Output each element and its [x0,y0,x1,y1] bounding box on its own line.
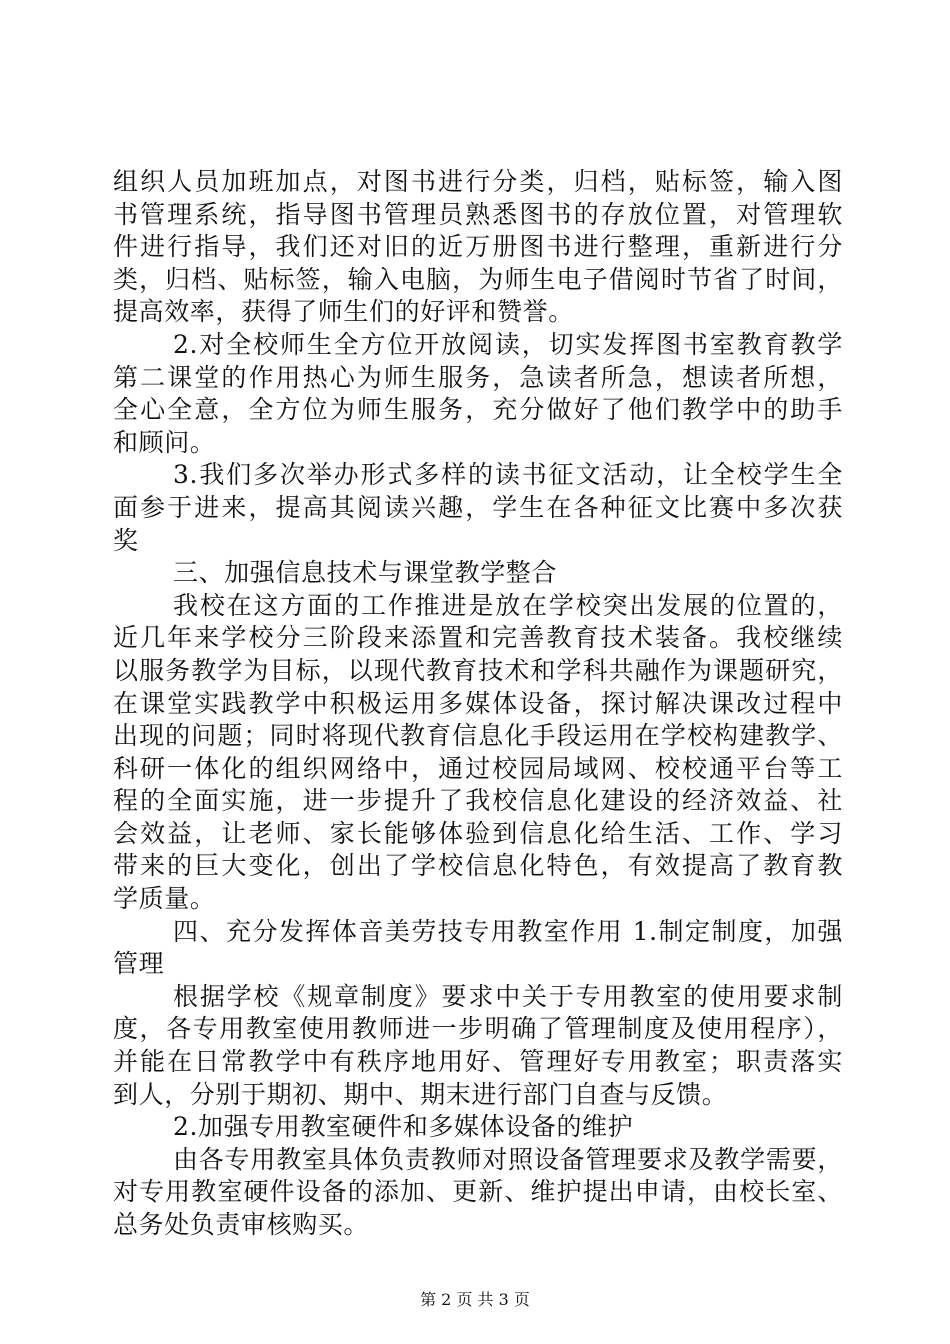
text-line: 由各专用教室具体负责教师对照设备管理要求及教学需要， [173,1144,843,1174]
text-line: 到人，分别于期初、期中、期末进行部门自查与反馈。 [113,1079,728,1109]
text-line: 并能在日常教学中有秩序地用好、管理好专用教室；职责落实 [113,1047,843,1077]
text-line: 对专用教室硬件设备的添加、更新、维护提出申请，由校长室、 [113,1177,843,1207]
text-line: 带来的巨大变化，创出了学校信息化特色，有效提高了教育教 [113,851,843,881]
text-line: 全心全意，全方位为师生服务，充分做好了他们教学中的助手 [113,395,843,425]
text-line: 2.对全校师生全方位开放阅读，切实发挥图书室教育教学 [173,329,843,359]
text-line: 度，各专用教室使用教师进一步明确了管理制度及使用程序）， [113,1014,843,1044]
text-line: 书管理系统，指导图书管理员熟悉图书的存放位置，对管理软 [113,199,843,229]
text-line: 我校在这方面的工作推进是放在学校突出发展的位置的， [173,590,843,620]
text-line: 在课堂实践教学中积极运用多媒体设备，探讨解决课改过程中 [113,688,843,718]
text-line: 和顾问。 [113,427,216,457]
text-line: 类，归档、贴标签，输入电脑，为师生电子借阅时节省了时间， [113,264,843,294]
document-body [113,166,843,1242]
page-footer: 第 2 页 共 3 页 [420,1290,530,1309]
text-line: 出现的问题；同时将现代教育信息化手段运用在学校构建教学、 [113,721,843,751]
text-line: 三、加强信息技术与课堂教学整合 [173,558,558,588]
text-line: 会效益，让老师、家长能够体验到信息化给生活、工作、学习 [113,818,843,848]
text-line: 根据学校《规章制度》要求中关于专用教室的使用要求制 [173,981,843,1011]
text-line: 组织人员加班加点，对图书进行分类，归档，贴标签，输入图 [113,167,843,196]
text-line: 以服务教学为目标，以现代教育技术和学科共融作为课题研究， [113,655,843,685]
text-line: 2.加强专用教室硬件和多媒体设备的维护 [173,1112,634,1142]
text-line: 总务处负责审核购买。 [113,1210,370,1239]
text-line: 程的全面实施，进一步提升了我校信息化建设的经济效益、社 [113,786,843,816]
text-line: 提高效率，获得了师生们的好评和赞誉。 [113,297,574,327]
text-line: 管理 [113,949,165,979]
text-line: 近几年来学校分三阶段来添置和完善教育技术装备。我校继续 [113,623,843,653]
text-line: 3.我们多次举办形式多样的读书征文活动，让全校学生全 [173,460,843,490]
text-line: 第二课堂的作用热心为师生服务，急读者所急，想读者所想， [113,362,843,392]
text-line: 件进行指导，我们还对旧的近万册图书进行整理，重新进行分 [113,232,843,262]
text-line: 面参于进来，提高其阅读兴趣，学生在各种征文比赛中多次获 [113,492,843,522]
text-line: 科研一体化的组织网络中，通过校园局域网、校校通平台等工 [113,753,843,783]
text-line: 学质量。 [113,884,216,914]
text-line: 四、充分发挥体音美劳技专用教室作用 1.制定制度，加强 [173,916,843,946]
text-line: 奖 [113,525,139,555]
